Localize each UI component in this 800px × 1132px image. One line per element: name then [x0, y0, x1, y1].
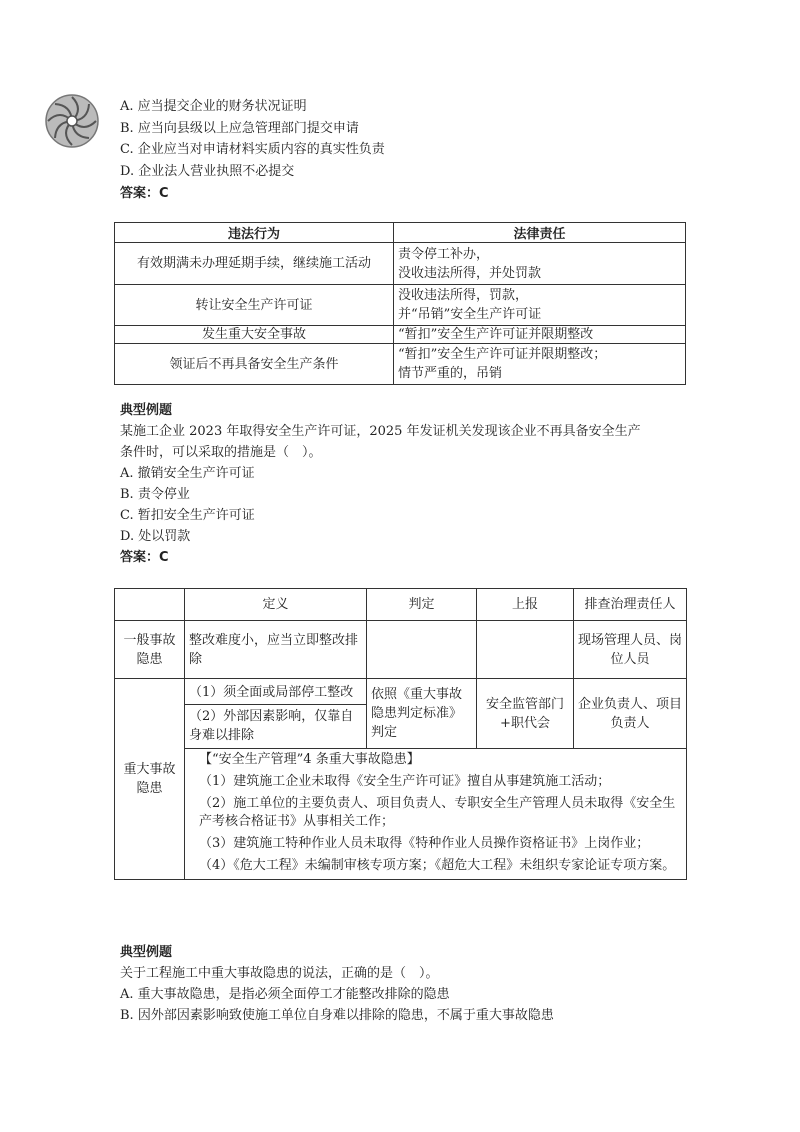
hazard-table	[114, 588, 687, 880]
table-row	[115, 285, 686, 326]
major-def-1: （1）须全面或局部停工整改	[185, 681, 366, 705]
q3-stem: 关于工程施工中重大事故隐患的说法，正确的是（ ）。	[120, 966, 439, 981]
table-row	[115, 243, 686, 285]
liability-cell	[394, 243, 686, 285]
liability-cell	[394, 285, 686, 326]
table-row	[115, 621, 687, 679]
general-hazard-definition: 整改难度小，应当立即整改排除	[185, 621, 367, 679]
liability-line: “暂扣”安全生产许可证并限期整改；	[398, 347, 607, 362]
header-responsible: 排查治理责任人	[574, 589, 687, 621]
major-hazard-report: 安全监管部门+职代会	[477, 679, 574, 749]
violation-cell: 转让安全生产许可证	[115, 285, 394, 326]
header-report: 上报	[477, 589, 574, 621]
q1-answer: 答案：C	[120, 186, 169, 201]
list-item: （3）建筑施工特种作业人员未取得《特种作业人员操作资格证书》上岗作业；	[199, 836, 650, 851]
major-hazard-definition	[185, 679, 367, 749]
table-row	[115, 749, 687, 880]
major-def-2: （2）外部因素影响，仅靠自身难以排除	[189, 708, 354, 743]
table-row	[115, 679, 687, 749]
violation-cell: 有效期满未办理延期手续，继续施工活动	[115, 243, 394, 285]
publisher-logo-icon	[44, 93, 100, 149]
violation-liability-table	[114, 222, 686, 385]
q2-stem-line: 条件时，可以采取的措施是（ ）。	[120, 445, 322, 460]
q2-heading: 典型例题	[120, 403, 173, 418]
list-item: （2）施工单位的主要负责人、项目负责人、专职安全生产管理人员未取得《安全生产考核合格证书》从事相关工作；	[199, 796, 676, 829]
violation-cell: 领证后不再具备安全生产条件	[115, 344, 394, 385]
liability-cell: “暂扣”安全生产许可证并限期整改	[394, 326, 686, 344]
header-judge: 判定	[367, 589, 477, 621]
liability-line: 责令停工补办，	[398, 246, 490, 262]
q2-stem-line: 某施工企业 2023 年取得安全生产许可证，2025 年发证机关发现该企业不再具备安全生产	[120, 424, 641, 439]
q1-option-b: B. 应当向县级以上应急管理部门提交申请	[120, 121, 359, 136]
q2-answer: 答案：C	[120, 550, 169, 565]
general-hazard-report	[477, 621, 574, 679]
q1-option-d: D. 企业法人营业执照不必提交	[120, 164, 295, 179]
major-hazard-list	[185, 749, 687, 880]
violation-cell: 发生重大安全事故	[115, 326, 394, 344]
list-item: （4）《危大工程》未编制审核专项方案；《超危大工程》未组织专家论证专项方案。	[199, 858, 676, 873]
header-definition: 定义	[185, 589, 367, 621]
header-violation: 违法行为	[115, 223, 394, 243]
general-hazard-responsible: 现场管理人员、岗位人员	[574, 621, 687, 679]
major-hazard-judge: 依照《重大事故隐患判定标准》判定	[367, 679, 477, 749]
q2-option-a: A. 撤销安全生产许可证	[120, 466, 255, 481]
major-hazard-responsible: 企业负责人、项目负责人	[574, 679, 687, 749]
q2-option-b: B. 责令停业	[120, 487, 190, 502]
q3-option-a: A. 重大事故隐患，是指必须全面停工才能整改排除的隐患	[120, 987, 450, 1002]
table-row	[115, 326, 686, 344]
header-liability: 法律责任	[394, 223, 686, 243]
general-hazard-label: 一般事故隐患	[115, 621, 185, 679]
table-row	[115, 344, 686, 385]
major-hazard-list-title: 【“安全生产管理”4 条重大事故隐患】	[199, 752, 420, 767]
liability-line: 没收违法所得，罚款，	[398, 288, 529, 303]
list-item: （1）建筑施工企业未取得《安全生产许可证》擅自从事建筑施工活动；	[199, 774, 611, 789]
q3-option-b: B. 因外部因素影响致使施工单位自身难以排除的隐患，不属于重大事故隐患	[120, 1008, 554, 1023]
liability-line: 情节严重的，吊销	[398, 366, 503, 381]
q1-option-c: C. 企业应当对申请材料实质内容的真实性负责	[120, 142, 385, 157]
q3-heading: 典型例题	[120, 945, 173, 960]
liability-line: 并“吊销”安全生产许可证	[398, 307, 542, 322]
major-hazard-label: 重大事故隐患	[115, 679, 185, 880]
q2-option-d: D. 处以罚款	[120, 529, 191, 544]
liability-cell	[394, 344, 686, 385]
liability-line: 没收违法所得，并处罚款	[398, 265, 542, 281]
general-hazard-judge	[367, 621, 477, 679]
q1-option-a: A. 应当提交企业的财务状况证明	[120, 99, 307, 114]
header-blank	[115, 589, 185, 621]
q2-option-c: C. 暂扣安全生产许可证	[120, 508, 255, 523]
